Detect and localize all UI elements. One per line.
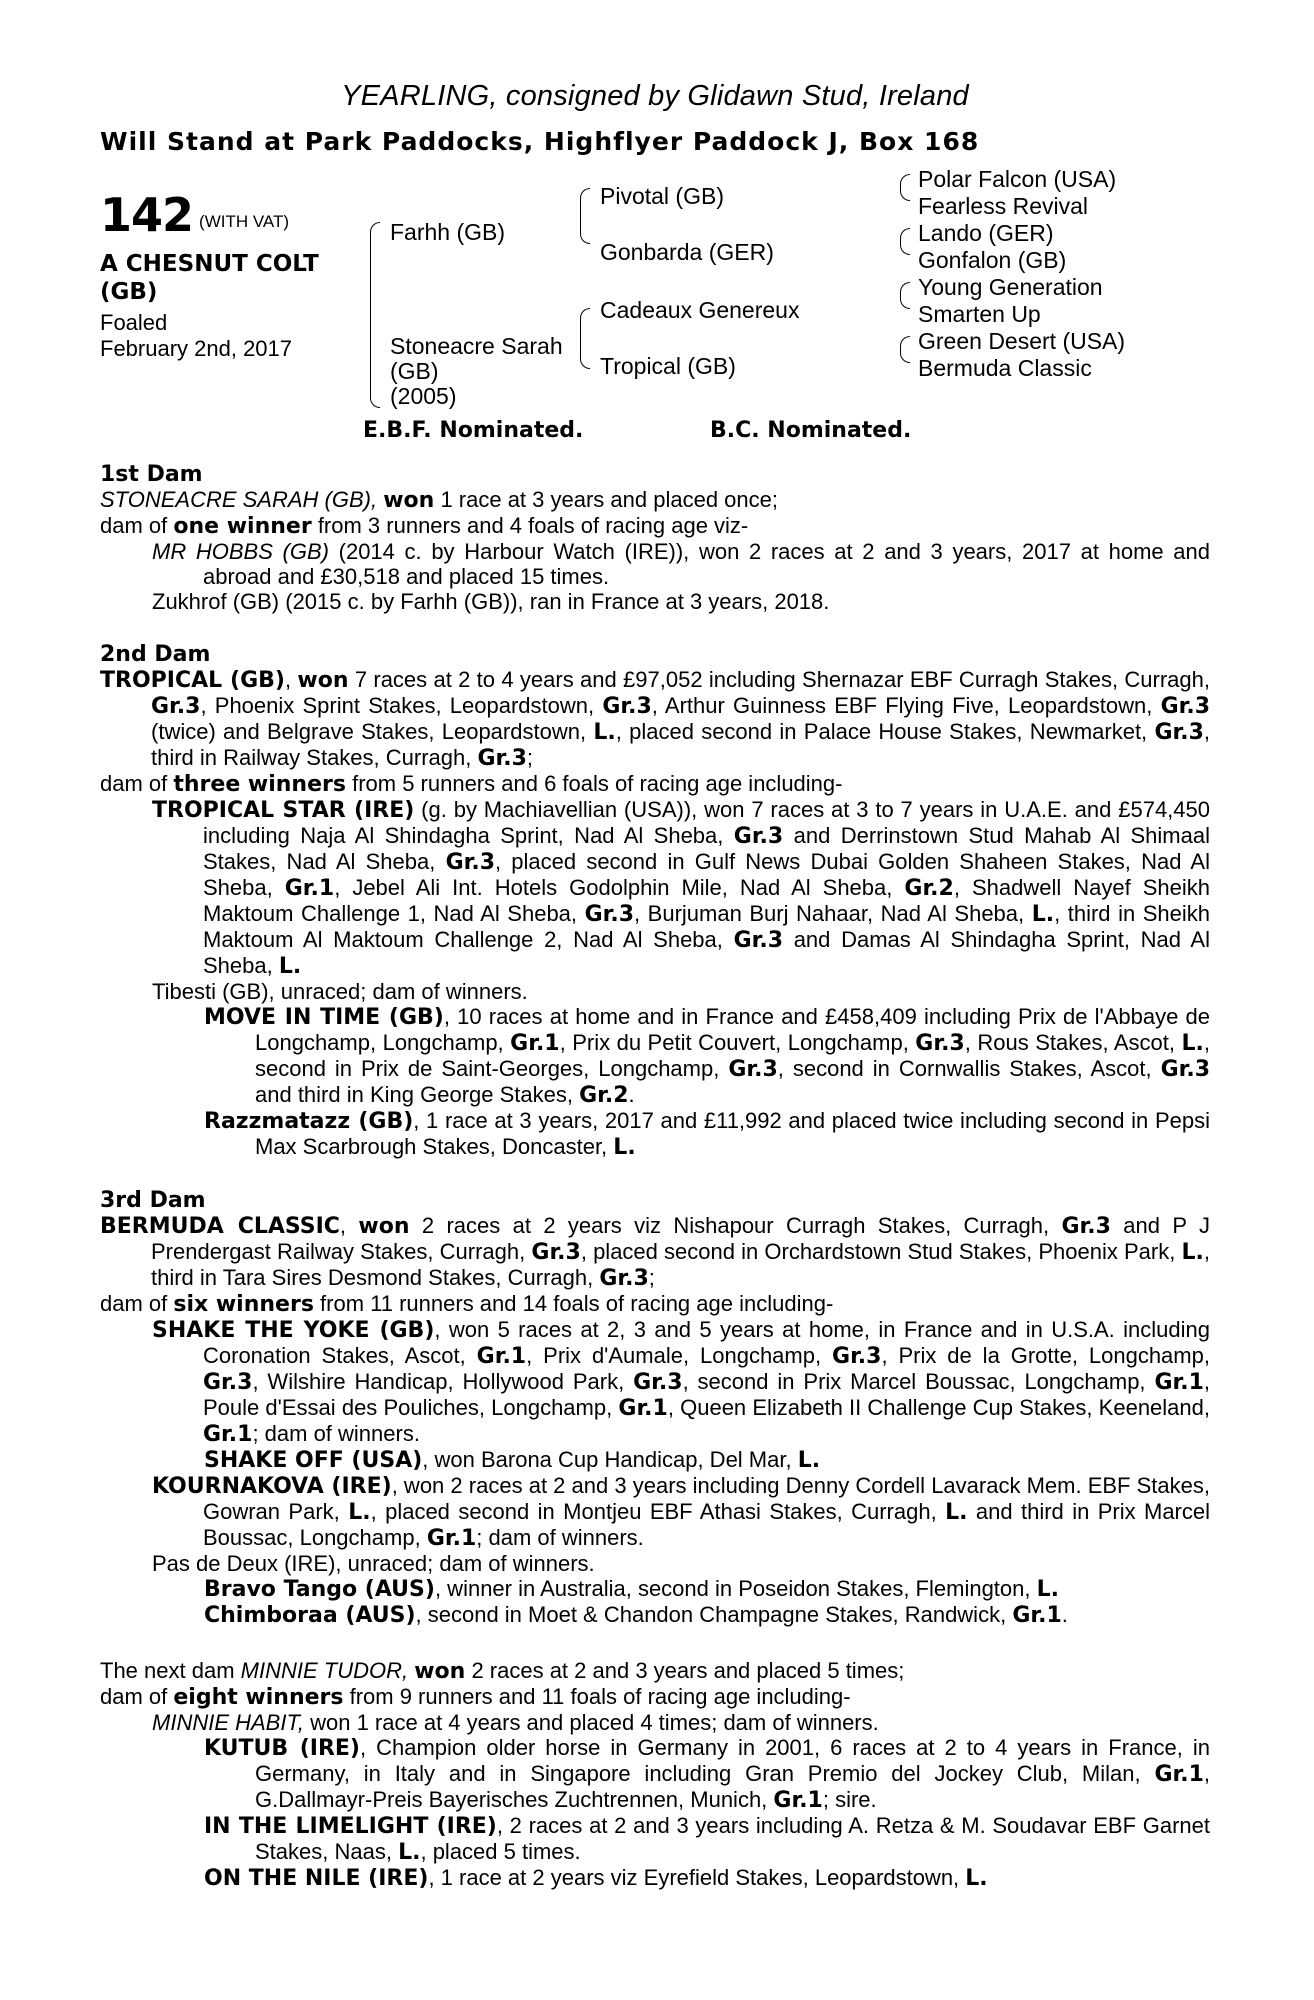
- section-heading: 1st Dam: [100, 462, 203, 487]
- pedigree-dam-line: (2005): [390, 383, 457, 409]
- record-text: , placed second in Palace House Stakes, Newmarket,: [615, 719, 1155, 744]
- record-text: 7 races at 2 to 4 years and £97,052 including Shernazar EBF Curragh Stakes, Curragh,: [348, 667, 1211, 692]
- record-text: , placed second in Gulf News Dubai Golden Shaheen Stakes, Nad Al Sheba,: [203, 849, 1210, 900]
- won-label: won: [414, 1659, 466, 1684]
- listed-label: L.: [797, 1448, 821, 1473]
- grade-label: Gr.1: [284, 876, 335, 901]
- record-text: , 2 races at 2 and 3 years including A. Retza & M. Soudavar EBF Garnet Stakes, Naas,: [255, 1813, 1211, 1864]
- record-text: , third in Sheikh Maktoum Al Maktoum Challenge 2, Nad Al Sheba,: [203, 901, 1210, 952]
- lot-number: 142: [100, 188, 194, 242]
- lot-info: [100, 188, 360, 362]
- produce-entry: [100, 1473, 1210, 1551]
- listed-label: L.: [593, 720, 616, 745]
- first-dam-record: [100, 487, 1210, 513]
- record-text: ; sire.: [822, 1787, 877, 1812]
- won-label: won: [358, 1214, 410, 1239]
- grade-label: Gr.1: [1154, 1762, 1204, 1787]
- record-text: ;: [648, 1265, 655, 1290]
- record-text: , Prix de la Grotte, Longchamp,: [881, 1343, 1210, 1368]
- pedigree-dam: [390, 334, 563, 409]
- record-text: , second in Moet & Chandon Champagne Stakes, Randwick,: [415, 1602, 1013, 1627]
- produce-name: Bravo Tango (AUS): [204, 1577, 435, 1602]
- produce-entry: [100, 1735, 1210, 1813]
- produce-name: MINNIE HABIT,: [152, 1710, 304, 1735]
- produce-entry: [100, 539, 1210, 589]
- record-text: , Champion older horse in Germany in 2001, 6 races at 2 to 4 years in France, in Germany, in Italy and in Singapore including Gran Premio del Jockey Club, Milan,: [255, 1735, 1210, 1786]
- produce-name: ON THE NILE (IRE): [204, 1866, 429, 1891]
- record-text: , winner in Australia, second in Poseidon Stakes, Flemington,: [434, 1576, 1037, 1601]
- listed-label: L.: [348, 1500, 371, 1525]
- record-text: , Arthur Guinness EBF Flying Five, Leopardstown,: [651, 693, 1161, 718]
- pedigree-ancestor: Lando (GER): [918, 220, 1054, 246]
- produce-name: MR HOBBS (GB): [152, 539, 329, 564]
- produce-entry: [100, 1317, 1210, 1447]
- pedigree-dam-sire: Cadeaux Genereux: [600, 297, 800, 323]
- grade-label: Gr.3: [1061, 1214, 1111, 1239]
- next-dam-section: [100, 1658, 1210, 1891]
- record-text: dam of: [100, 1291, 174, 1316]
- pedigree-ancestor: Fearless Revival: [918, 193, 1088, 219]
- produce-entry: [100, 1813, 1210, 1865]
- grade-label: Gr.3: [1160, 694, 1210, 719]
- record-text: , won 5 races at 2, 3 and 5 years at home, in France and in U.S.A. including Coronation Stakes, Ascot,: [203, 1317, 1210, 1368]
- next-dam-record: [100, 1658, 1210, 1684]
- produce-entry: [100, 1865, 1210, 1891]
- consignment-title: YEARLING, consigned by Glidawn Stud, Ireland: [341, 80, 969, 112]
- section-heading: 3rd Dam: [100, 1188, 206, 1213]
- record-text: The next dam: [100, 1658, 241, 1683]
- stable-location: Will Stand at Park Paddocks, Highflyer Paddock J, Box 168: [100, 127, 980, 156]
- ebf-nominated: E.B.F. Nominated.: [363, 418, 584, 443]
- pedigree-grandparents-2: [918, 220, 1066, 274]
- grade-label: Gr.3: [599, 1266, 649, 1291]
- record-text: , Poule d'Essai des Pouliches, Longchamp,: [203, 1369, 1210, 1420]
- pedigree-ancestor: Young Generation: [918, 274, 1103, 300]
- record-text: , Prix d'Aumale, Longchamp,: [526, 1343, 833, 1368]
- pedigree-header: [100, 166, 1210, 444]
- winners-count: six winners: [173, 1292, 314, 1317]
- foaled-date: February 2nd, 2017: [100, 336, 293, 361]
- produce-name: TROPICAL STAR (IRE): [152, 798, 415, 823]
- grade-label: Gr.3: [733, 928, 784, 953]
- grade-label: Gr.1: [476, 1344, 527, 1369]
- second-dam-section: [100, 642, 1210, 1160]
- produce-entry: [100, 1447, 1210, 1473]
- produce-name: SHAKE THE YOKE (GB): [152, 1318, 435, 1343]
- record-text: won 1 race at 4 years and placed 4 times; dam of winners.: [304, 1710, 879, 1735]
- record-text: , Phoenix Sprint Stakes, Leopardstown,: [200, 693, 603, 718]
- record-text: and P J Prendergast Railway Stakes, Curragh,: [151, 1213, 1210, 1264]
- record-text: dam of: [100, 771, 174, 796]
- pedigree-dam-line: Stoneacre Sarah: [390, 333, 563, 359]
- pedigree-sire-dam: Gonbarda (GER): [600, 239, 774, 265]
- first-dam-section: [100, 462, 1210, 614]
- record-text: , second in Prix Marcel Boussac, Longchamp,: [682, 1369, 1155, 1394]
- record-text: ; dam of winners.: [252, 1421, 420, 1446]
- pedigree-ancestor: Green Desert (USA): [918, 328, 1126, 354]
- record-text: (g. by Machiavellian (USA)), won 7 races at 3 to 7 years in U.A.E. and £574,450 including Naja Al Shindagha Sprint, Nad Al Sheba,: [203, 797, 1210, 848]
- pedigree-ancestor: Bermuda Classic: [918, 355, 1092, 381]
- record-text: , Rous Stakes, Ascot,: [964, 1030, 1182, 1055]
- vat-note: (WITH VAT): [199, 212, 290, 231]
- foaled-info: [100, 310, 360, 362]
- grade-label: Gr.3: [531, 1240, 581, 1265]
- pedigree-ancestor: Gonfalon (GB): [918, 247, 1067, 273]
- grade-label: Gr.2: [904, 876, 954, 901]
- listed-label: L.: [398, 1840, 421, 1865]
- record-text: , won Barona Cup Handicap, Del Mar,: [422, 1447, 798, 1472]
- grade-label: Gr.1: [510, 1031, 560, 1056]
- grade-label: Gr.2: [579, 1083, 629, 1108]
- grade-label: Gr.1: [426, 1526, 477, 1551]
- grade-label: Gr.3: [832, 1344, 882, 1369]
- pedigree-brace: [580, 213, 590, 244]
- pedigree-brace: [370, 312, 380, 408]
- second-dam-produce-summary: [100, 771, 1210, 797]
- grade-label: Gr.1: [618, 1396, 668, 1421]
- listed-label: L.: [278, 954, 302, 979]
- record-text: , Jebel Ali Int. Hotels Godolphin Mile, Nad Al Sheba,: [334, 875, 905, 900]
- record-text: ;: [526, 745, 534, 770]
- listed-label: L.: [965, 1866, 988, 1891]
- record-text: 1 race at 3 years and placed once;: [434, 487, 778, 512]
- lot-description-line: A CHESNUT COLT: [100, 251, 319, 277]
- record-text: and Damas Al Shindagha Sprint, Nad Al Sheba,: [203, 927, 1210, 978]
- record-text: from 11 runners and 14 foals of racing age including-: [313, 1291, 834, 1316]
- listed-label: L.: [1181, 1240, 1204, 1265]
- pedigree-brace: [900, 294, 910, 309]
- pedigree-grandparents-4: [918, 328, 1125, 382]
- winners-count: three winners: [173, 772, 346, 797]
- grade-label: Gr.3: [1160, 1057, 1210, 1082]
- second-dam-record: [100, 667, 1210, 771]
- third-dam-record: [100, 1213, 1210, 1291]
- record-text: ; dam of winners.: [476, 1525, 644, 1550]
- section-heading: 2nd Dam: [100, 642, 211, 667]
- lot-description: [100, 250, 360, 306]
- record-text: , Wilshire Handicap, Hollywood Park,: [252, 1369, 634, 1394]
- foaled-label: Foaled: [100, 310, 168, 335]
- grade-label: Gr.1: [1012, 1603, 1062, 1628]
- record-text: and Derrinstown Stud Mahab Al Shimaal Stakes, Nad Al Sheba,: [203, 823, 1210, 874]
- record-text: , placed 5 times.: [420, 1839, 581, 1864]
- record-text: 2 races at 2 years viz Nishapour Curragh Stakes, Curragh,: [409, 1213, 1062, 1238]
- pedigree-brace: [580, 333, 590, 369]
- record-text: , second in Prix de Saint-Georges, Longchamp,: [255, 1030, 1210, 1081]
- grade-label: Gr.3: [633, 1370, 683, 1395]
- record-text: , placed second in Montjeu EBF Athasi Stakes, Curragh,: [370, 1499, 946, 1524]
- catalogue-page: [100, 80, 1210, 1891]
- bc-nominated: B.C. Nominated.: [710, 418, 912, 443]
- listed-label: L.: [945, 1500, 968, 1525]
- produce-entry: [100, 1602, 1210, 1628]
- record-text: dam of: [100, 513, 174, 538]
- pedigree-brace: [900, 186, 910, 201]
- pedigree-grandparents-1: [918, 166, 1116, 220]
- produce-entry: [100, 1004, 1210, 1108]
- dam-name: TROPICAL (GB): [100, 668, 285, 693]
- lot-description-line: (GB): [100, 279, 158, 305]
- record-text: Tibesti (GB), unraced; dam of winners.: [152, 979, 528, 1004]
- record-text: , 10 races at home and in France and £458,409 including Prix de l'Abbaye de Longchamp, Longchamp,: [255, 1004, 1210, 1055]
- pedigree-brace: [580, 188, 590, 214]
- listed-label: L.: [1036, 1577, 1060, 1602]
- produce-name: KOURNAKOVA (IRE): [152, 1474, 392, 1499]
- record-text: .: [1061, 1602, 1068, 1627]
- grade-label: Gr.1: [203, 1422, 253, 1447]
- first-dam-produce-summary: [100, 513, 1210, 539]
- pedigree-dam-dam: Tropical (GB): [600, 353, 736, 379]
- record-text: , third in Railway Stakes, Curragh,: [151, 719, 1210, 770]
- record-text: Pas de Deux (IRE), unraced; dam of winners.: [152, 1551, 595, 1576]
- produce-entry: [100, 589, 1210, 614]
- record-text: , Shadwell Nayef Sheikh Maktoum Challenge 1, Nad Al Sheba,: [203, 875, 1210, 926]
- dam-name: MINNIE TUDOR,: [240, 1658, 409, 1683]
- produce-entry: [100, 1710, 1210, 1735]
- grade-label: Gr.3: [151, 694, 201, 719]
- grade-label: Gr.1: [773, 1788, 823, 1813]
- pedigree-grandparents-3: [918, 274, 1103, 328]
- grade-label: Gr.3: [203, 1370, 253, 1395]
- won-label: won: [297, 668, 349, 693]
- grade-label: Gr.3: [1154, 720, 1204, 745]
- produce-name: SHAKE OFF (USA): [204, 1448, 423, 1473]
- pedigree-ancestor: Polar Falcon (USA): [918, 166, 1117, 192]
- record-text: , G.Dallmayr-Preis Bayerisches Zuchtrennen, Munich,: [255, 1761, 1210, 1812]
- record-text: Zukhrof (GB) (2015 c. by Farhh (GB)), ran in France at 3 years, 2018.: [152, 589, 830, 614]
- grade-label: Gr.3: [728, 1057, 778, 1082]
- produce-entry: [100, 979, 1210, 1004]
- grade-label: Gr.3: [584, 902, 635, 927]
- listed-label: L.: [1031, 902, 1055, 927]
- record-text: (2014 c. by Harbour Watch (IRE)), won 2 races at 2 and 3 years, 2017 at home and abroad and £30,518 and placed 15 times.: [203, 539, 1210, 589]
- grade-label: Gr.3: [733, 824, 784, 849]
- pedigree-sire-sire: Pivotal (GB): [600, 183, 724, 209]
- produce-entry: [100, 797, 1210, 979]
- pedigree-brace: [370, 222, 380, 313]
- produce-name: IN THE LIMELIGHT (IRE): [204, 1814, 497, 1839]
- winners-count: one winner: [173, 514, 312, 539]
- winners-count: eight winners: [173, 1685, 344, 1710]
- pedigree-brace: [900, 348, 910, 363]
- record-text: , third in Tara Sires Desmond Stakes, Curragh,: [151, 1239, 1210, 1290]
- record-text: , Burjuman Burj Nahaar, Nad Al Sheba,: [634, 901, 1032, 926]
- won-label: won: [383, 488, 435, 513]
- record-text: ,: [284, 667, 298, 692]
- produce-name: KUTUB (IRE): [204, 1736, 360, 1761]
- record-text: , placed second in Orchardstown Stud Stakes, Phoenix Park,: [580, 1239, 1182, 1264]
- record-text: dam of: [100, 1684, 174, 1709]
- next-dam-produce-summary: [100, 1684, 1210, 1710]
- pedigree-dam-line: (GB): [390, 358, 439, 384]
- pedigree-ancestor: Smarten Up: [918, 301, 1041, 327]
- record-text: , Prix du Petit Couvert, Longchamp,: [559, 1030, 916, 1055]
- pedigree-brace: [580, 308, 590, 334]
- listed-label: L.: [613, 1135, 636, 1160]
- record-text: , 1 race at 3 years, 2017 and £11,992 and placed twice including second in Pepsi Max Scarbrough Stakes, Doncaster,: [255, 1108, 1210, 1159]
- pedigree-brace: [900, 240, 910, 255]
- record-text: 2 races at 2 and 3 years and placed 5 times;: [465, 1658, 905, 1683]
- record-text: ,: [339, 1213, 359, 1238]
- produce-entry: [100, 1576, 1210, 1602]
- record-text: from 3 runners and 4 foals of racing age viz-: [311, 513, 749, 538]
- record-text: , 1 race at 2 years viz Eyrefield Stakes, Leopardstown,: [428, 1865, 966, 1890]
- record-text: from 9 runners and 11 foals of racing age including-: [343, 1684, 851, 1709]
- grade-label: Gr.3: [602, 694, 652, 719]
- grade-label: Gr.3: [445, 850, 495, 875]
- dam-name: STONEACRE SARAH (GB),: [100, 487, 378, 512]
- produce-entry: [100, 1551, 1210, 1576]
- grade-label: Gr.1: [1154, 1370, 1204, 1395]
- produce-name: MOVE IN TIME (GB): [204, 1005, 444, 1030]
- listed-label: L.: [1181, 1031, 1204, 1056]
- record-text: and third in Prix Marcel Boussac, Longchamp,: [203, 1499, 1211, 1550]
- third-dam-section: [100, 1188, 1210, 1628]
- record-text: (twice) and Belgrave Stakes, Leopardstown,: [151, 719, 594, 744]
- record-text: , won 2 races at 2 and 3 years including Denny Cordell Lavarack Mem. EBF Stakes, Gowran Park,: [203, 1473, 1210, 1524]
- record-text: .: [628, 1082, 635, 1107]
- grade-label: Gr.3: [477, 746, 527, 771]
- record-text: and third in King George Stakes,: [255, 1082, 580, 1107]
- record-text: , second in Cornwallis Stakes, Ascot,: [777, 1056, 1161, 1081]
- grade-label: Gr.3: [915, 1031, 965, 1056]
- produce-name: Razzmatazz (GB): [204, 1109, 414, 1134]
- produce-entry: [100, 1108, 1210, 1160]
- produce-name: Chimboraa (AUS): [204, 1603, 416, 1628]
- pedigree-sire: Farhh (GB): [390, 219, 506, 245]
- dam-name: BERMUDA CLASSIC: [100, 1214, 340, 1239]
- third-dam-produce-summary: [100, 1291, 1210, 1317]
- record-text: from 5 runners and 6 foals of racing age including-: [345, 771, 843, 796]
- record-text: , Queen Elizabeth II Challenge Cup Stakes, Keeneland,: [667, 1395, 1210, 1420]
